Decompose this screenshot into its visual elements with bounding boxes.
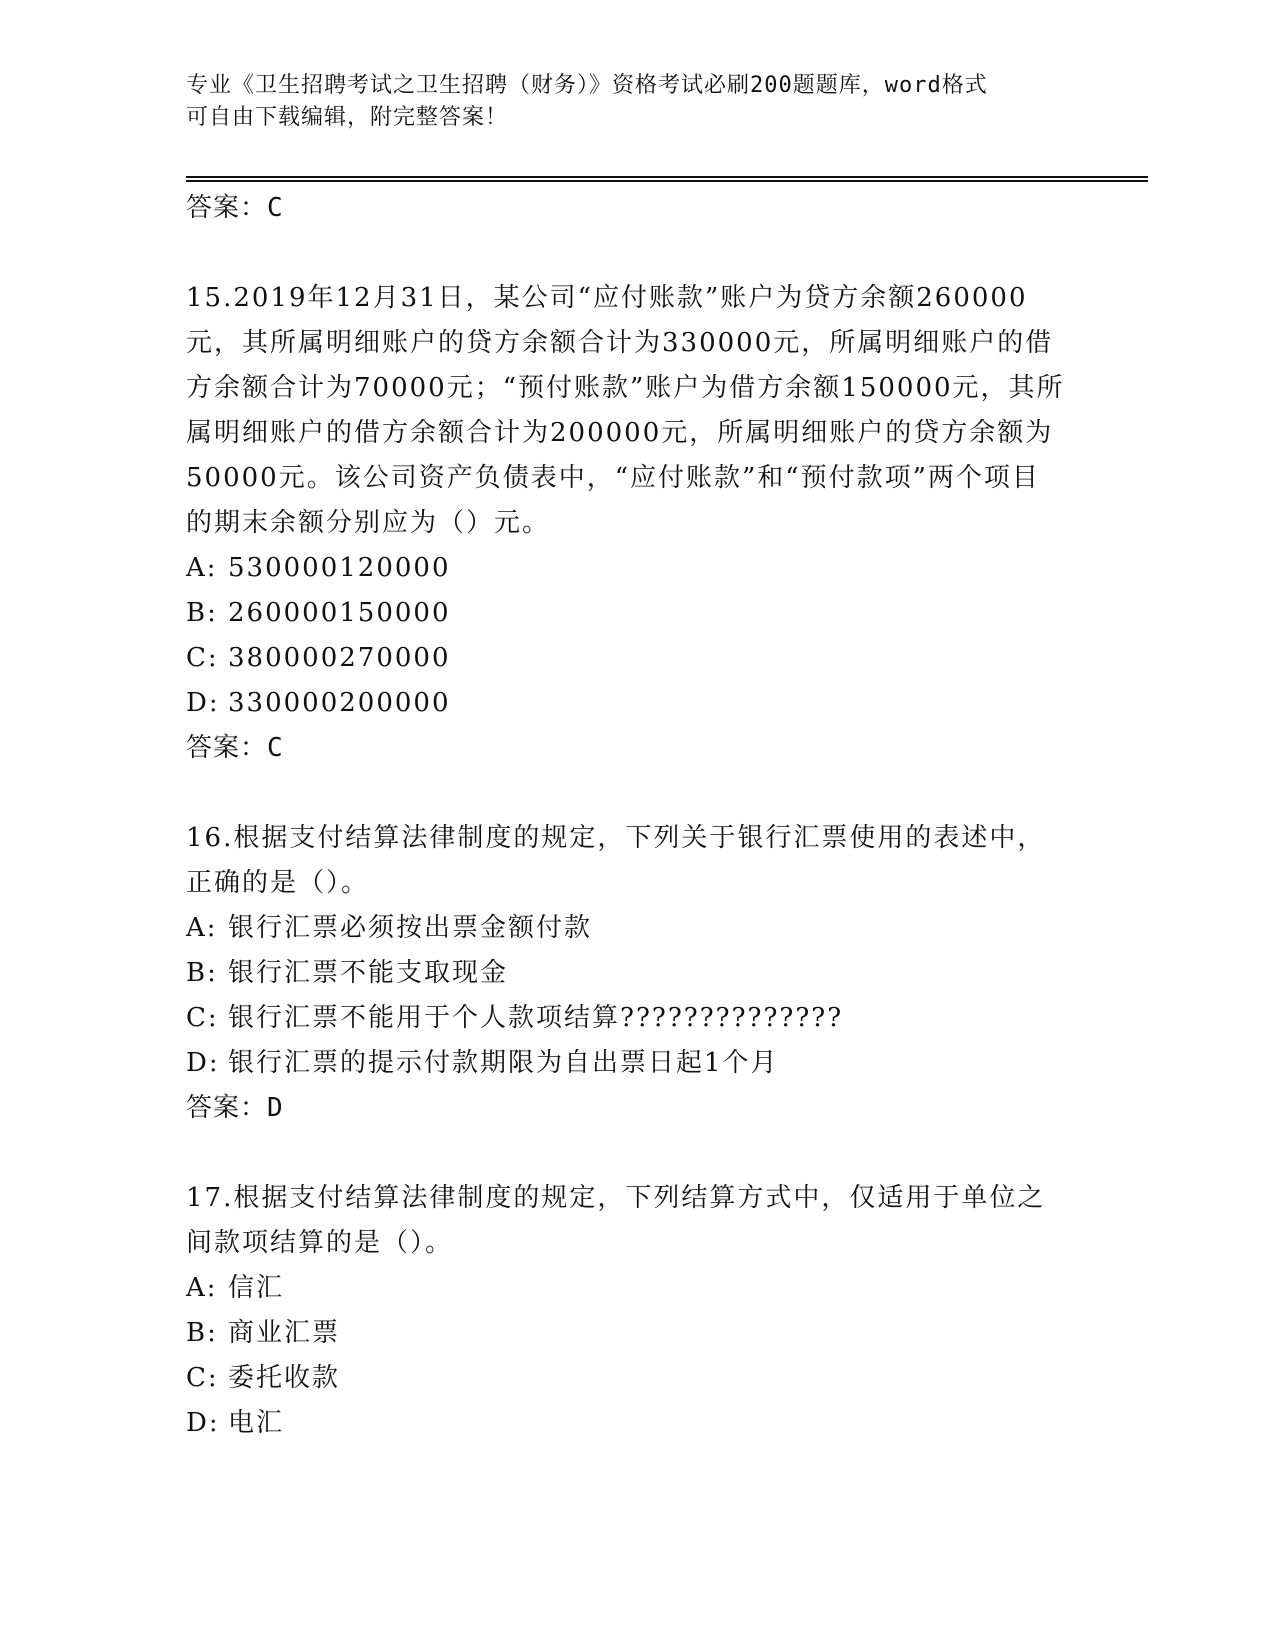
option-text: 银行汇票不能支取现金 — [228, 958, 509, 988]
option-a — [186, 546, 1066, 591]
option-text: 银行汇票不能用于个人款项结算?????????????? — [228, 1003, 844, 1033]
option-c — [186, 636, 1066, 681]
header-line-2: 可自由下载编辑，附完整答案！ — [186, 105, 509, 130]
option-letter: A: — [186, 553, 218, 583]
option-letter: A: — [186, 1273, 218, 1303]
header-line-1: 专业《卫生招聘考试之卫生招聘（财务）》资格考试必刷200题题库，word格式 — [186, 73, 988, 98]
question-stem: 15.2019年12月31日，某公司“应付账款”账户为贷方余额260000元，其所属明细账户的贷方余额合计为330000元，所属明细账户的借方余额合计为70000元；“预付账款”账户为借方余额150000元，其所属明细账户的借方余额合计为200000元，所属明细账户的贷方余额为50000元。该公司资产负债表中，“应付账款”和“预付款项”两个项目的期末余额分别应为（）元。 — [186, 283, 1065, 538]
question-17 — [186, 1176, 1066, 1446]
document-body — [186, 186, 1066, 1446]
option-letter: C: — [186, 643, 219, 673]
question-stem: 16.根据支付结算法律制度的规定，下列关于银行汇票使用的表述中，正确的是（）。 — [186, 823, 1046, 898]
option-letter: B: — [186, 1318, 218, 1348]
option-text: 电汇 — [228, 1408, 285, 1438]
spacer — [186, 231, 1066, 276]
option-letter: B: — [186, 958, 218, 988]
option-text: 380000270000 — [228, 643, 451, 673]
option-text: 银行汇票必须按出票金额付款 — [228, 913, 593, 943]
question-answer: 答案：C — [186, 733, 284, 763]
option-letter: A: — [186, 913, 218, 943]
option-letter: D: — [186, 1048, 220, 1078]
option-c — [186, 1356, 1066, 1401]
question-answer: 答案：D — [186, 1093, 284, 1123]
option-b — [186, 591, 1066, 636]
question-16 — [186, 816, 1066, 1131]
option-a — [186, 1266, 1066, 1311]
spacer — [186, 1131, 1066, 1176]
option-b — [186, 1311, 1066, 1356]
option-text: 260000150000 — [228, 598, 451, 628]
option-text: 银行汇票的提示付款期限为自出票日起1个月 — [228, 1048, 779, 1078]
option-text: 530000120000 — [228, 553, 451, 583]
option-letter: D: — [186, 1408, 220, 1438]
question-15 — [186, 276, 1066, 771]
header-divider-bottom — [186, 180, 1148, 182]
option-c — [186, 996, 1066, 1041]
option-text: 商业汇票 — [228, 1318, 341, 1348]
option-d — [186, 681, 1066, 726]
option-d — [186, 1041, 1066, 1086]
option-letter: B: — [186, 598, 218, 628]
header-divider-top — [186, 176, 1148, 178]
question-stem: 17.根据支付结算法律制度的规定，下列结算方式中，仅适用于单位之间款项结算的是（）。 — [186, 1183, 1046, 1258]
option-letter: D: — [186, 688, 220, 718]
option-text: 330000200000 — [228, 688, 451, 718]
option-a — [186, 906, 1066, 951]
option-letter: C: — [186, 1363, 219, 1393]
option-b — [186, 951, 1066, 996]
spacer — [186, 771, 1066, 816]
previous-answer: 答案：C — [186, 193, 284, 223]
option-letter: C: — [186, 1003, 219, 1033]
document-header — [186, 70, 1066, 134]
option-d — [186, 1401, 1066, 1446]
option-text: 委托收款 — [228, 1363, 341, 1393]
option-text: 信汇 — [228, 1273, 285, 1303]
